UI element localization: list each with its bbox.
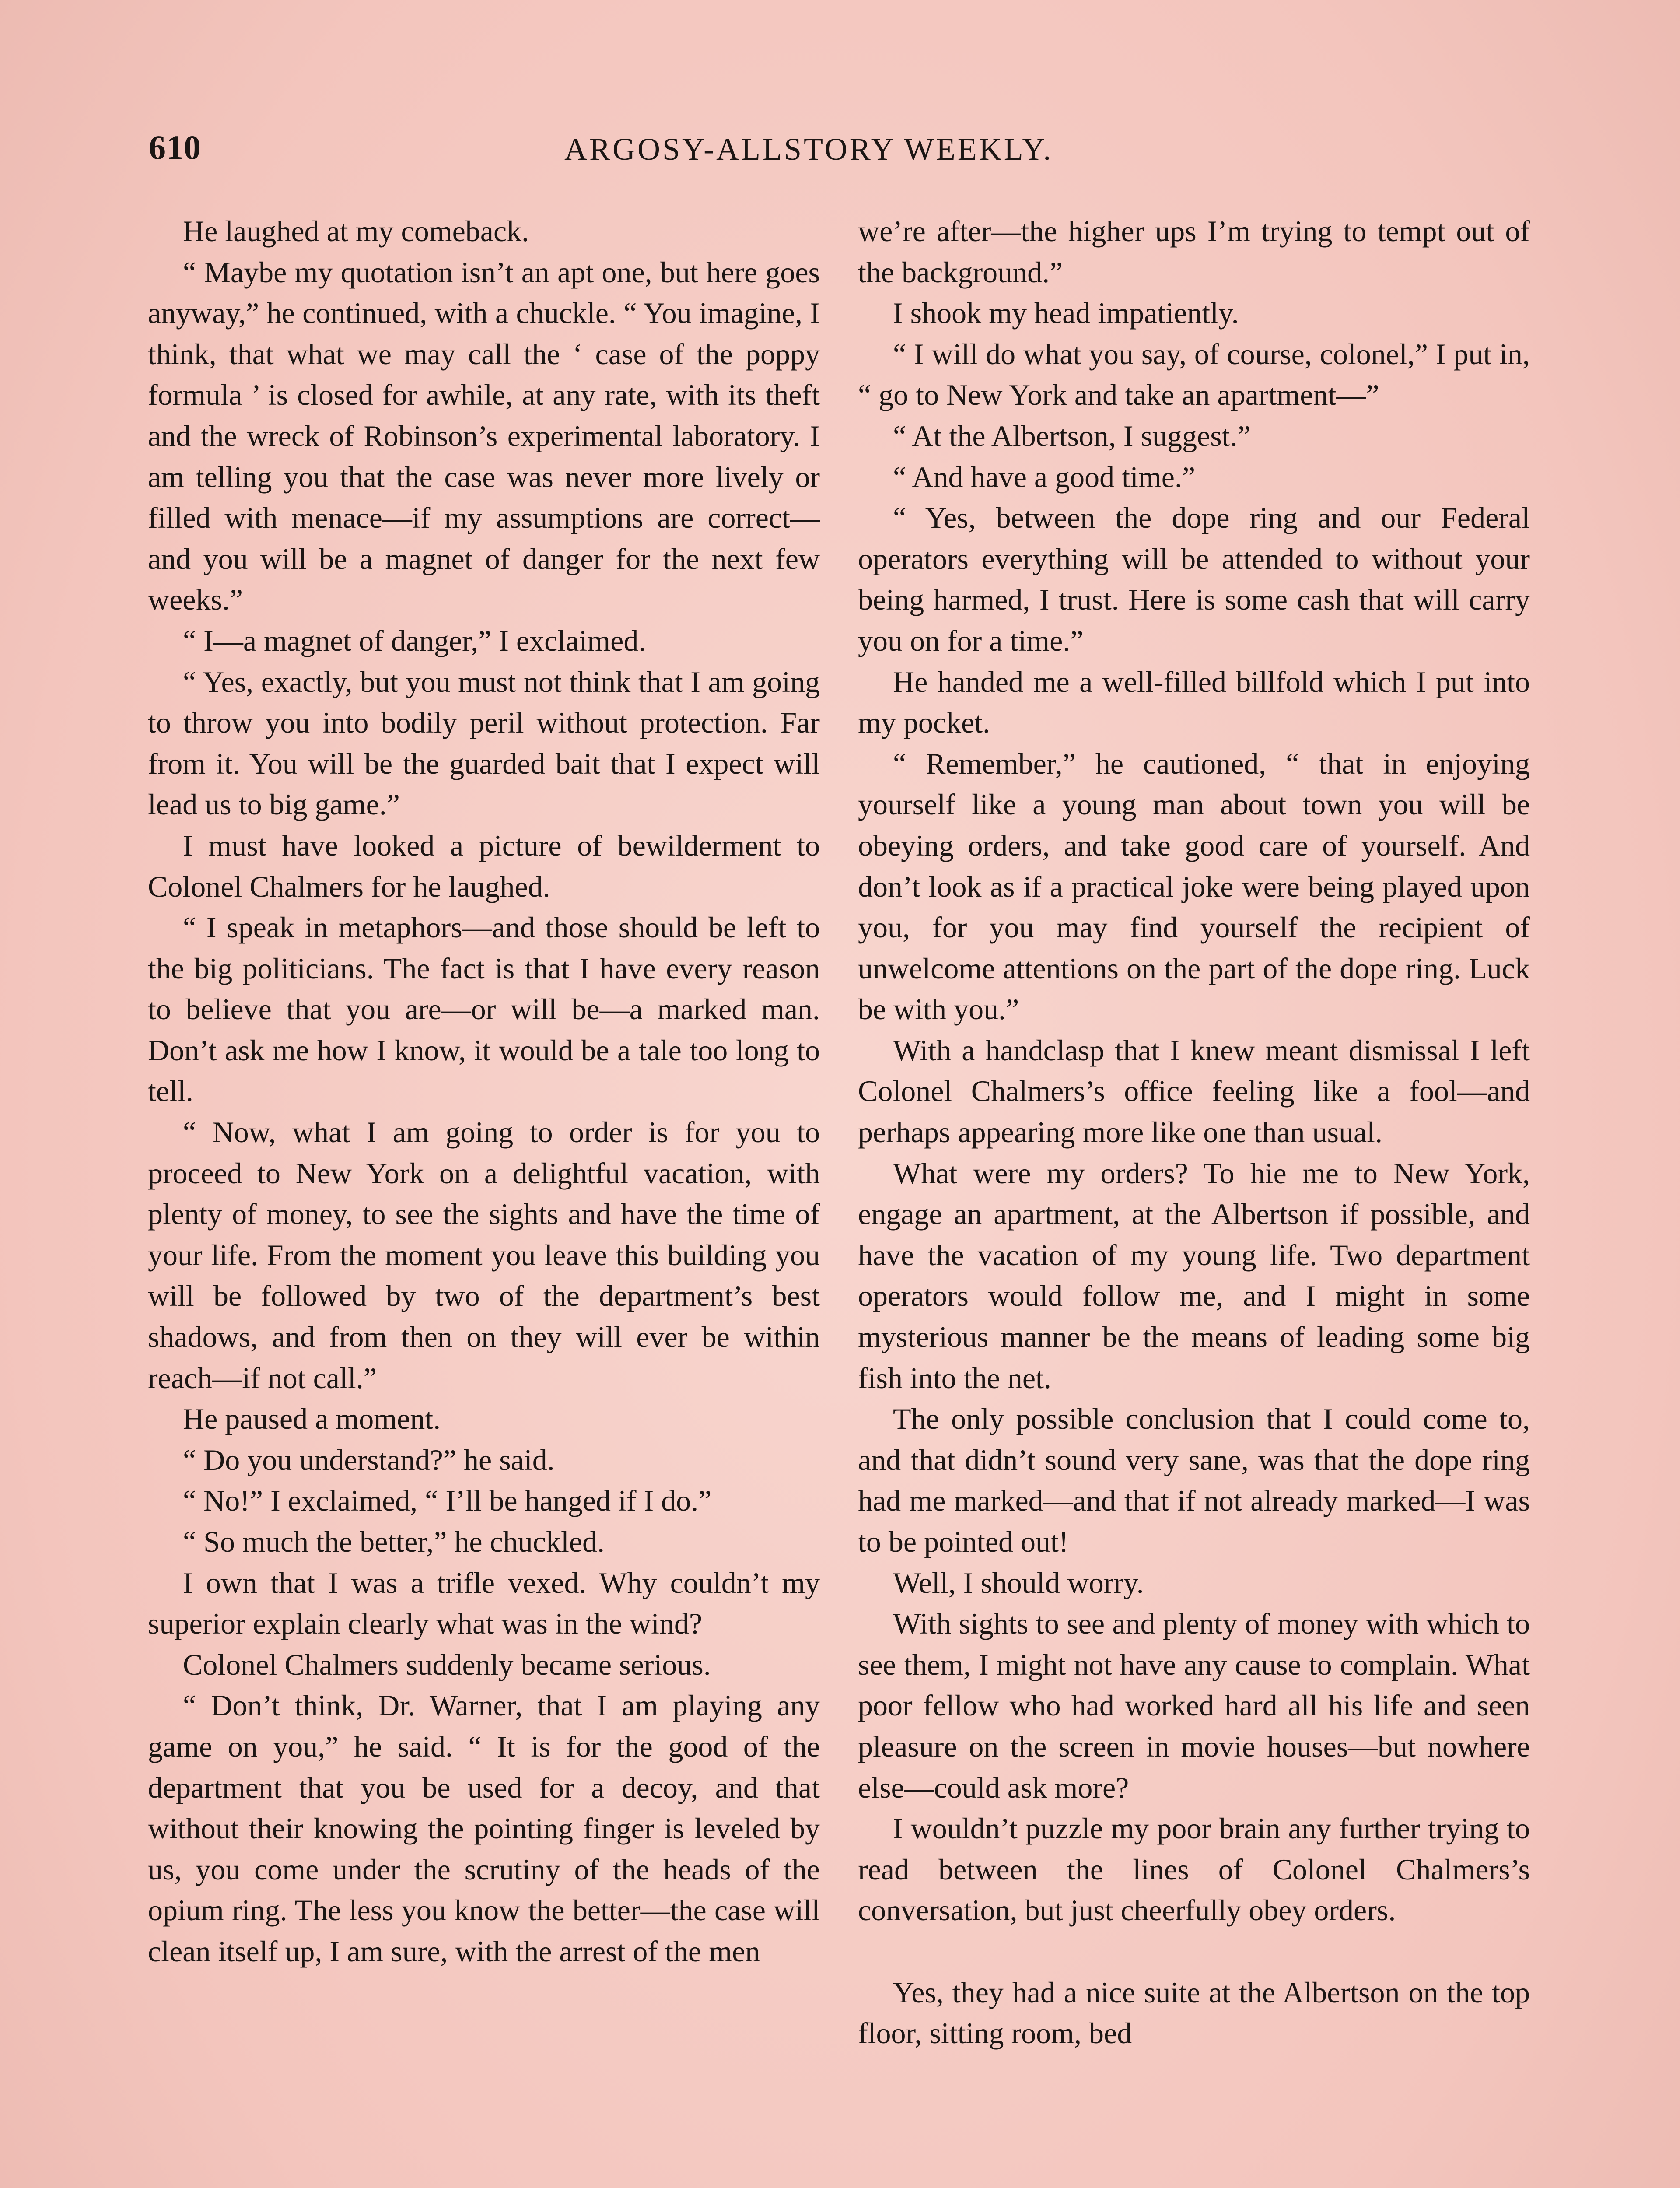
paragraph: “ Maybe my quotation isn’t an apt one, but here goes anyway,” he continued, with a chuckle. “ You imagine, I think, that what we may call the ‘ case of the poppy formula ’ is closed for awhile, at any rate, with its theft and the wreck of Robinson’s experimental laboratory. I am telling you that the case was never more lively or filled with menace—if my assumptions are correct—and you will be a magnet of danger for the next few weeks.” [148, 255, 820, 617]
paragraph: “ Remember,” he cautioned, “ that in enjoying yourself like a young man about town you will be obeying orders, and take good care of yourself. And don’t look as if a practical joke were being played upon you, for you may find yourself the recipient of unwelcome attentions on the part of the dope ring. Luck be with you.” [858, 747, 1530, 1026]
paragraph: The only possible conclusion that I could come to, and that didn’t sound very sane, was that the dope ring had me marked—and that if not already marked—I was to be pointed out! [858, 1402, 1530, 1558]
paragraph: He laughed at my comeback. [183, 214, 529, 248]
left-column [148, 211, 820, 1972]
paragraph: I wouldn’t puzzle my poor brain any further trying to read between the lines of Colonel Chalmers’s conversation, but just cheerfully obey orders. [858, 1812, 1530, 1927]
paragraph: He paused a moment. [183, 1402, 441, 1436]
paragraph: “ Now, what I am going to order is for you to proceed to New York on a delightful vacation, with plenty of money, to see the sights and have the time of your life. From the moment you leave this building you will be followed by two of the department’s best shadows, and from then on they will ever be within reach—if not call.” [148, 1115, 820, 1395]
paragraph: “ No!” I exclaimed, “ I’ll be hanged if I do.” [183, 1484, 712, 1518]
page-number: 610 [149, 128, 201, 166]
paragraph: “ And have a good time.” [893, 460, 1196, 494]
paragraph: “ Yes, exactly, but you must not think that I am going to throw you into bodily peril without protection. Far from it. You will be the guarded bait that I expect will lead us to big game.” [148, 665, 820, 821]
running-head: ARGOSY-ALLSTORY WEEKLY. [564, 132, 1054, 167]
paragraph: “ Don’t think, Dr. Warner, that I am playing any game on you,” he said. “ It is for the good of the department that you be used for a decoy, and that without their knowing the pointing finger is leveled by us, you come under the scrutiny of the heads of the opium ring. The less you know the better—the case will clean itself up, I am sure, with the arrest of the men [148, 1689, 820, 1968]
paragraph: I own that I was a trifle vexed. Why couldn’t my superior explain clearly what was in the wind? [148, 1566, 820, 1641]
paragraph: What were my orders? To hie me to New York, engage an apartment, at the Albertson if possible, and have the vacation of my young life. Two department operators would follow me, and I might in some mysterious manner be the means of leading some big fish into the net. [858, 1156, 1530, 1395]
paragraph: I must have looked a picture of bewilderment to Colonel Chalmers for he laughed. [148, 828, 820, 903]
paragraph: Colonel Chalmers suddenly became serious. [183, 1648, 711, 1681]
paragraph: Well, I should worry. [893, 1566, 1144, 1599]
paragraph: “ So much the better,” he chuckled. [183, 1525, 605, 1558]
paragraph: I shook my head impatiently. [893, 296, 1239, 330]
paragraph: Yes, they had a nice suite at the Albertson on the top floor, sitting room, bed [858, 1975, 1530, 2050]
paragraph: “ At the Albertson, I suggest.” [893, 419, 1251, 452]
right-column [858, 211, 1530, 2054]
paragraph: With a handclasp that I knew meant dismissal I left Colonel Chalmers’s office feeling like a fool—and perhaps appearing more like one than usual. [858, 1033, 1530, 1149]
paragraph: we’re after—the higher ups I’m trying to tempt out of the background.” [858, 214, 1530, 289]
paragraph: “ I will do what you say, of course, colonel,” I put in, “ go to New York and take an apartment—” [858, 337, 1530, 412]
paragraph: He handed me a well-filled billfold which I put into my pocket. [858, 665, 1530, 740]
paragraph: “ Do you understand?” he said. [183, 1443, 555, 1476]
paragraph: “ I—a magnet of danger,” I exclaimed. [183, 624, 646, 657]
paragraph: With sights to see and plenty of money with which to see them, I might not have any cause to complain. What poor fellow who had worked hard all his life and seen pleasure on the screen in movie houses—but nowhere else—could ask more? [858, 1607, 1530, 1804]
paragraph: “ I speak in metaphors—and those should be left to the big politicians. The fact is that I have every reason to believe that you are—or will be—a marked man. Don’t ask me how I know, it would be a tale too long to tell. [148, 911, 820, 1108]
paragraph: “ Yes, between the dope ring and our Federal operators everything will be attended to without your being harmed, I trust. Here is some cash that will carry you on for a time.” [858, 501, 1530, 657]
